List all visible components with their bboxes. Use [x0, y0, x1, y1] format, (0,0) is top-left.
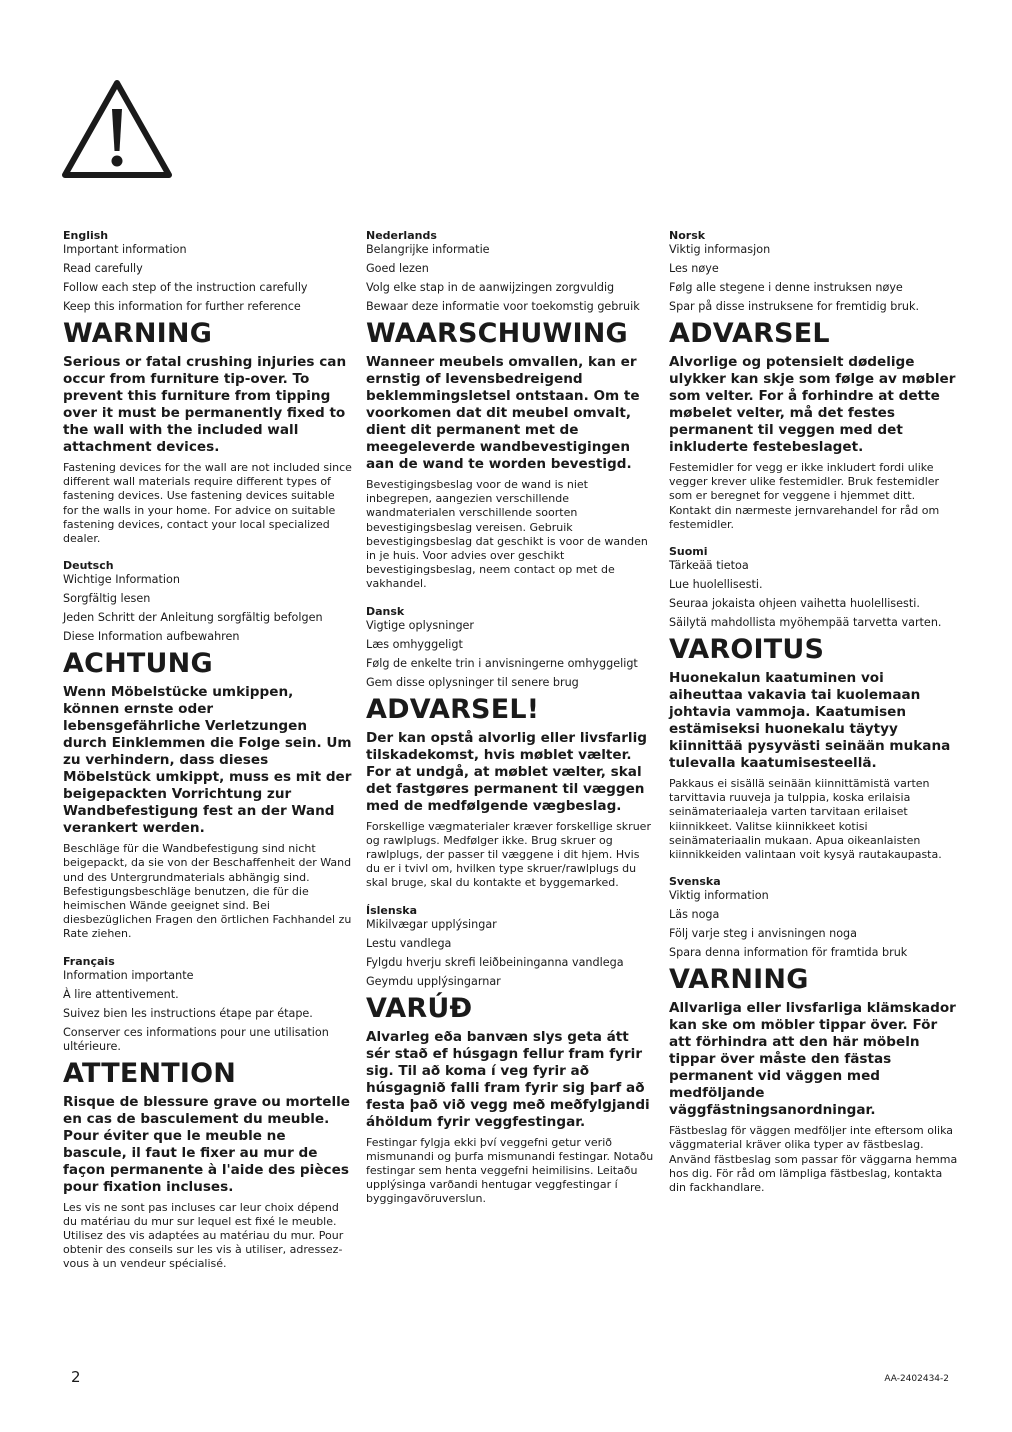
info-line: Read carefully [63, 262, 143, 275]
section-suomi [669, 544, 959, 862]
info-line: Goed lezen [366, 262, 429, 275]
language-heading: Suomi [669, 545, 708, 559]
info-line: Spar på disse instruksene for fremtidig bruk. [669, 300, 920, 313]
info-line: Suivez bien les instructions étape par étape. [63, 1006, 313, 1020]
info-line: Diese Information aufbewahren [63, 630, 240, 644]
warning-statement: Serious or fatal crushing injuries can occur from furniture tip-over. To prevent this furniture from tipping over it must be permanently fixed to the wall with the included wall attachment devices. [63, 354, 347, 455]
fastening-note: Festingar fylgja ekki því veggefni getur verið mismunandi og þurfa mismunandi festingar. Notaðu festingar sem henta veggefni heimilisins. Leitaðu upplýsinga varðandi hentugar veggfestingar í byggingavöruverslun. [366, 1135, 654, 1206]
column-3 [669, 228, 959, 1207]
warning-title: WAARSCHUWING [366, 318, 628, 349]
language-heading: Norsk [669, 229, 706, 242]
info-line: Viktig information [669, 889, 769, 903]
warning-statement: Allvarliga eller livsfarliga klämskador kan ske om möbler tippar över. För att förhindra att den här möbeln tippar över måste den fästas permanent vid väggen med medföljande väggfästningsanordningar. [669, 1000, 956, 1119]
info-line: Følg de enkelte trin i anvisningerne omhyggeligt [366, 656, 638, 670]
info-line: Spara denna information för framtida bruk [669, 946, 908, 960]
warning-statement: Risque de blessure grave ou mortelle en cas de basculement du meuble. Pour éviter que le meuble ne bascule, il faut le fixer au mur de façon permanente à l'aide des pièces pour fixation incluses. [63, 1093, 351, 1195]
warning-statement: Wenn Möbelstücke umkippen, können ernste oder lebensgefährliche Verletzungen durch Einklemmen die Folge sein. Um zu verhindern, dass dieses Möbelstück umkippt, muss es mit der beigepackten Vorrichtung zur Wandbefestigung fest an der Wand verankert werden. [63, 684, 352, 837]
warning-statement: Alvorlige og potensielt dødelige ulykker kan skje som følge av møbler som velter. For å forhindre at dette møbelet velter, må det festes permanent til veggen med det inkluderte festebeslaget. [669, 354, 956, 455]
language-heading: Français [63, 954, 115, 968]
fastening-note: Beschläge für die Wandbefestigung sind nicht beigepackt, da sie von der Beschaffenheit der Wand und des Untergrundmaterials abhängig sind. Befestigungsbeschläge benutzen, die für die heimischen Wände geeignet sind. Bei diesbezüglichen Fragen den örtlichen Fachhandel zu Rate ziehen. [63, 842, 352, 941]
language-heading: Íslenska [366, 903, 417, 917]
info-line: Vigtige oplysninger [366, 618, 475, 632]
info-line: Gem disse oplysninger til senere brug [366, 675, 579, 689]
info-line: Wichtige Information [63, 573, 180, 587]
section-svenska [669, 874, 959, 1195]
language-heading: Deutsch [63, 559, 114, 573]
section-islenska [366, 903, 656, 1207]
fastening-note: Fastening devices for the wall are not included since different wall materials require different types of fastening devices. Use fastening devices suitable for the walls in your home. For advice on suitable fastening devices, contact your local specialized dealer. [63, 461, 352, 546]
info-line: Bewaar deze informatie voor toekomstig gebruik [366, 300, 640, 313]
info-line: Conserver ces informations pour une utilisation ultérieure. [63, 1025, 329, 1053]
fastening-note: Les vis ne sont pas incluses car leur choix dépend du matériau du mur sur lequel est fixé le meuble. Utilisez des vis adaptées au matériau du mur. Pour obtenir des conseils sur les vis à utiliser, adressez-vous à un vendeur spécialisé. [63, 1200, 344, 1271]
section-francais [63, 954, 353, 1272]
page-number: 2 [71, 1368, 81, 1386]
info-line: Viktig informasjon [669, 243, 771, 256]
info-line: Lestu vandlega [366, 936, 452, 950]
info-line: Les nøye [669, 262, 719, 275]
info-line: Läs noga [669, 908, 720, 922]
info-line: Læs omhyggeligt [366, 637, 463, 651]
warning-title: ADVARSEL! [366, 693, 540, 725]
warning-title: VARNING [669, 964, 809, 996]
info-line: Fylgdu hverju skrefi leiðbeininganna vandlega [366, 955, 624, 969]
fastening-note: Pakkaus ei sisällä seinään kiinnittämistä varten tarvittavia ruuveja ja tulppia, koska erilaisia seinämateriaaleja varten tarvitaan erilaiset kiinnikkeet. Valitse kiinnikkeet kotisi seinämateriaalin mukaan. Apua oikeanlaisten kiinnikkeiden valintaan voit kysyä rautakaupasta. [669, 777, 942, 862]
section-norsk [669, 228, 959, 532]
info-line: Seuraa jokaista ohjeen vaihetta huolellisesti. [669, 597, 920, 611]
language-heading: Nederlands [366, 229, 437, 242]
info-line: Lue huolellisesti. [669, 578, 763, 592]
document-code: AA-2402434-2 [884, 1374, 949, 1384]
language-heading: English [63, 229, 109, 242]
fastening-note: Bevestigingsbeslag voor de wand is niet inbegrepen, aangezien verschillende wandmaterialen verschillende soorten bevestigingsbeslag vereisen. Gebruik bevestigingsbeslag dat geschikt is voor de wanden in je huis. Voor advies over geschikt bevestigingsbeslag, neem contact op met de vakhandel. [366, 478, 648, 591]
info-line: Information importante [63, 968, 194, 982]
section-deutsch [63, 558, 353, 941]
warning-title: ADVARSEL [669, 318, 830, 349]
info-line: Volg elke stap in de aanwijzingen zorgvuldig [366, 281, 615, 294]
info-line: Follow each step of the instruction carefully [63, 281, 308, 294]
language-heading: Dansk [366, 604, 405, 618]
language-heading: Svenska [669, 875, 721, 889]
info-line: Sorgfältig lesen [63, 592, 151, 606]
fastening-note: Festemidler for vegg er ikke inkludert fordi ulike vegger krever ulike festemidler. Bruk festemidler som er beregnet for veggene i hjemmet ditt. Kontakt din nærmeste jernvarehandel for råd om festemidler. [669, 461, 940, 531]
info-line: Jeden Schritt der Anleitung sorgfältig befolgen [63, 611, 323, 625]
warning-title: VAROITUS [669, 634, 825, 666]
info-line: Tärkeää tietoa [669, 559, 749, 573]
warning-statement: Huonekalun kaatuminen voi aiheuttaa vakavia tai kuolemaan johtavia vammoja. Kaatumisen estämiseksi huonekalu täytyy kiinnittää pysyvästi seinään mukana tulevalla kaatumisesteellä. [669, 670, 951, 772]
warning-title: ATTENTION [63, 1057, 237, 1089]
warning-title: VARÚÐ [366, 992, 473, 1024]
info-line: Följ varje steg i anvisningen noga [669, 927, 858, 941]
info-line: Belangrijke informatie [366, 243, 490, 256]
fastening-note: Forskellige vægmaterialer kræver forskellige skruer og rawlplugs. Medfølger ikke. Brug skruer og rawlplugs, der passer til væggene i dit hjem. Hvis du er i tvivl om, hvilken type skruer/rawlplugs du skal bruge, skal du kontakte et byggemarked. [366, 819, 651, 890]
fastening-note: Fästbeslag för väggen medföljer inte eftersom olika väggmaterial kräver olika typer av fästbeslag. Använd fästbeslag som passar för väggarna hemma hos dig. För råd om lämpliga fästbeslag, kontakta din fackhandlare. [669, 1124, 958, 1195]
info-line: Følg alle stegene i denne instruksen nøye [669, 281, 903, 294]
section-dansk [366, 604, 656, 891]
info-line: Mikilvægar upplýsingar [366, 917, 497, 931]
column-1 [63, 228, 353, 1284]
column-2 [366, 228, 656, 1219]
warning-statement: Wanneer meubels omvallen, kan er ernstig of levensbedreigend beklemmingsletsel ontstaan. Om te voorkomen dat dit meubel omvalt, dient dit permanent met de meegeleverde wandbevestigingen aan de wand te worden bevestigd. [366, 354, 640, 472]
info-line: Geymdu upplýsingarnar [366, 974, 501, 988]
info-line: À lire attentivement. [63, 987, 179, 1001]
warning-title: WARNING [63, 318, 213, 349]
section-nederlands [366, 228, 656, 592]
warning-statement: Der kan opstå alvorlig eller livsfarlig tilskadekomst, hvis møblet vælter. For at undgå, at møblet vælter, skal det fastgøres permanent til væggen med de medfølgende vægbeslag. [366, 729, 647, 814]
info-line: Säilytä mahdollista myöhempää tarvetta varten. [669, 616, 942, 630]
info-line: Important information [63, 243, 187, 256]
warning-triangle-icon [61, 79, 173, 179]
warning-title: ACHTUNG [63, 648, 213, 680]
section-english [63, 228, 353, 546]
info-line: Keep this information for further reference [63, 300, 301, 313]
warning-statement: Alvarleg eða banvæn slys geta átt sér stað ef húsgagn fellur fram fyrir sig. Til að koma í veg fyrir að húsgagnið falli fram fyrir sig þarf að festa það við vegg með meðfylgjandi áhöldum fyrir veggfestingar. [366, 1028, 650, 1130]
